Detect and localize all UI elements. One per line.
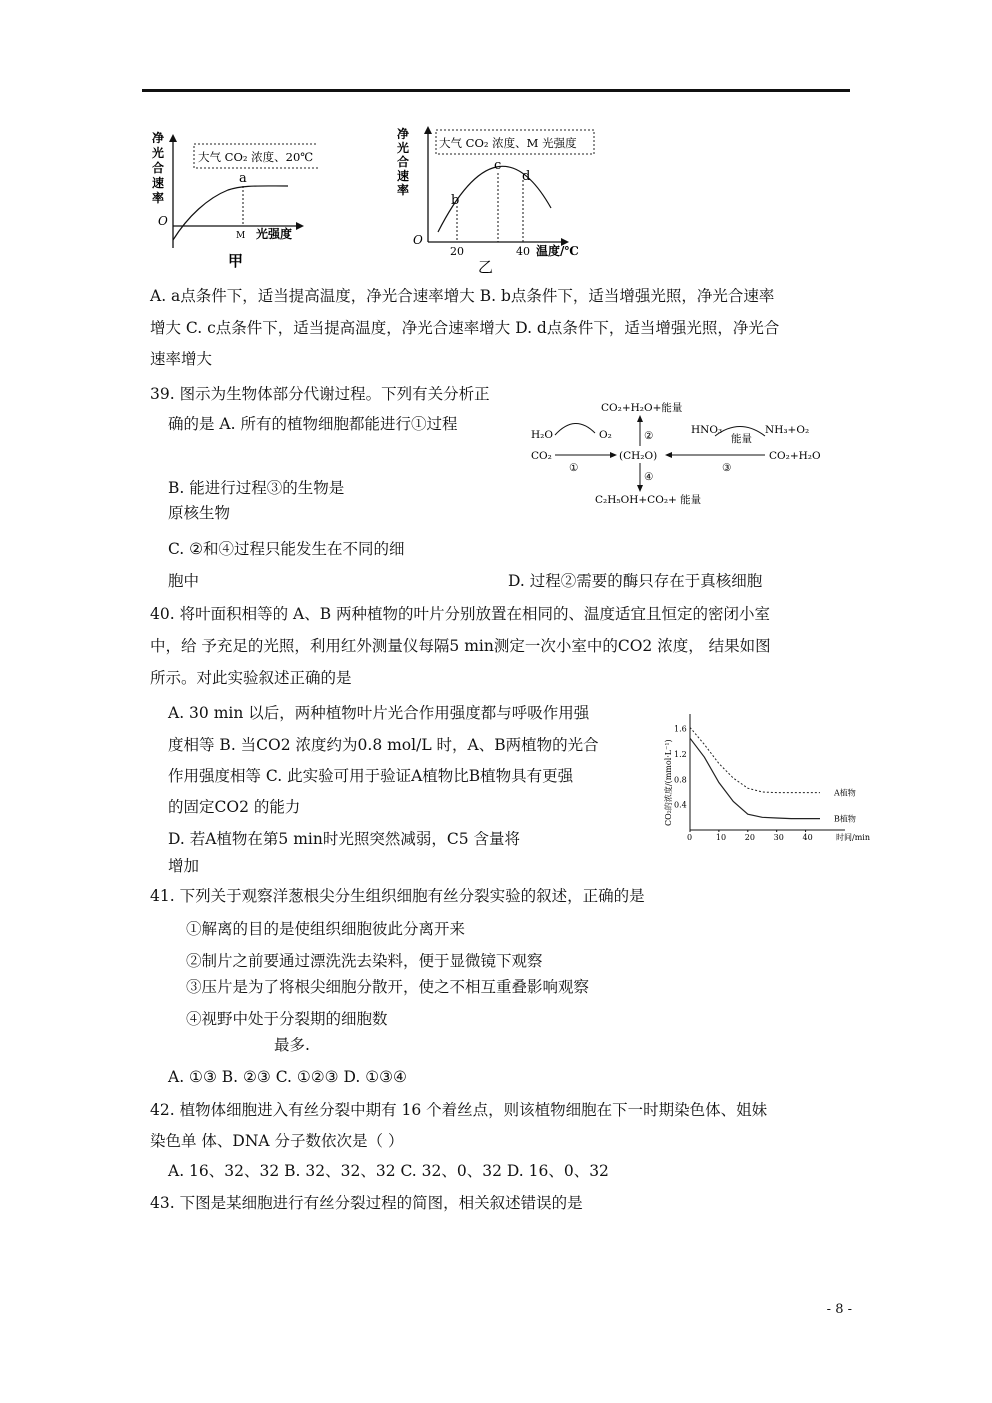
x-tick-label: 20 bbox=[744, 833, 755, 842]
q41-statement-4: ④视野中处于分裂期的细胞数 bbox=[186, 1010, 388, 1028]
yi-ylabel-5: 率 bbox=[397, 183, 410, 197]
jia-xlabel: 光强度 bbox=[256, 227, 293, 241]
yi-point-d: d bbox=[522, 169, 531, 184]
jia-ylabel-4: 速 bbox=[152, 176, 165, 190]
jia-y-arrow bbox=[169, 134, 177, 142]
diag-arrowhead-1 bbox=[610, 452, 617, 458]
q38-line-3: 速率增大 bbox=[150, 350, 213, 368]
yi-caption: 乙 bbox=[478, 258, 494, 276]
jia-m-label: M bbox=[236, 231, 246, 241]
page-number: - 8 - bbox=[826, 1302, 852, 1317]
yi-ylabel-1: 净 bbox=[397, 127, 410, 141]
q42-options: A. 16、32、32 B. 32、32、32 C. 32、0、32 D. 16、0、32 bbox=[168, 1162, 609, 1180]
series-b-line bbox=[690, 738, 820, 818]
jia-condition-text: 大气 CO₂ 浓度、20℃ bbox=[198, 150, 314, 164]
diag-co2: CO₂ bbox=[531, 450, 552, 462]
jia-ylabel-3: 合 bbox=[152, 161, 165, 175]
diag-n4: ④ bbox=[644, 471, 654, 483]
y-tick-label: 1.6 bbox=[674, 724, 687, 734]
yi-point-c: c bbox=[494, 158, 502, 173]
q40-option-a-3: 作用强度相等 C. 此实验可用于验证A植物比B植物具有更强 bbox=[168, 767, 574, 785]
diag-n2: ② bbox=[644, 430, 654, 442]
yi-condition-text: 大气 CO₂ 浓度、M 光强度 bbox=[439, 136, 577, 150]
q38-line-1: A. a点条件下，适当提高温度，净光合速率增大 B. b点条件下，适当增强光照，净光合速率 bbox=[150, 287, 775, 305]
yi-y-arrow bbox=[424, 126, 432, 134]
q39-option-c-1: C. ②和④过程只能发生在不同的细 bbox=[168, 540, 405, 558]
q40-option-d-1: D. 若A植物在第5 min时光照突然减弱，C5 含量将 bbox=[168, 830, 520, 848]
q39-option-d: D. 过程②需要的酶只存在于真核细胞 bbox=[508, 572, 763, 590]
diag-energy: 能量 bbox=[731, 433, 752, 445]
y-tick-label: 1.2 bbox=[674, 750, 687, 759]
jia-caption: 甲 bbox=[228, 252, 244, 270]
diag-top: CO₂+H₂O+能量 bbox=[601, 402, 683, 414]
q39-option-b-1: B. 能进行过程③的生物是 bbox=[168, 479, 345, 497]
yi-origin: O bbox=[413, 233, 423, 247]
q40-stem-3: 所示。对此实验叙述正确的是 bbox=[150, 669, 352, 687]
y-tick-label: 0.4 bbox=[674, 800, 687, 810]
diag-n3: ③ bbox=[722, 462, 732, 474]
q38-line-2: 增大 C. c点条件下，适当提高温度，净光合速率增大 D. d点条件下，适当增强光照，净光合 bbox=[150, 319, 780, 337]
x-tick-label: 10 bbox=[715, 833, 727, 842]
q42-stem-2: 染色单 体、DNA 分子数依次是（ ） bbox=[150, 1132, 404, 1150]
q40-option-a-2: 度相等 B. 当CO2 浓度约为0.8 mol/L 时，A、B两植物的光合 bbox=[168, 736, 599, 754]
diag-right: CO₂+H₂O bbox=[769, 450, 821, 462]
jia-ylabel-5: 率 bbox=[152, 191, 165, 205]
jia-ylabel-1: 净 bbox=[152, 131, 165, 145]
jia-origin: O bbox=[158, 214, 168, 228]
q39-stem-2: 确的是 A. 所有的植物细胞都能进行①过程 bbox=[168, 415, 458, 433]
q41-statement-2: ②制片之前要通过漂洗洗去染料，便于显微镜下观察 bbox=[186, 952, 543, 970]
diag-arrowhead-3 bbox=[665, 452, 672, 458]
chart-ylabel: CO₂的浓度/(mmol·L⁻¹) bbox=[664, 739, 673, 826]
metabolism-diagram bbox=[525, 395, 830, 513]
q43-stem: 43. 下图是某细胞进行有丝分裂过程的简图，相关叙述错误的是 bbox=[150, 1194, 583, 1212]
yi-ylabel-2: 光 bbox=[397, 141, 410, 155]
q39-option-c-2: 胞中 bbox=[168, 572, 200, 590]
x-tick-label: 0 bbox=[687, 833, 693, 842]
diag-n1: ① bbox=[569, 462, 579, 474]
q41-statement-1: ①解离的目的是使组织细胞彼此分离开来 bbox=[186, 920, 466, 938]
q40-option-d-2: 增加 bbox=[168, 857, 200, 875]
diag-hno3: HNO₃ bbox=[691, 424, 723, 436]
q41-options: A. ①③ B. ②③ C. ①②③ D. ①③④ bbox=[168, 1068, 407, 1086]
yi-ylabel-3: 合 bbox=[397, 155, 410, 169]
diag-nh3: NH₃+O₂ bbox=[765, 424, 810, 436]
q39-option-b-2: 原核生物 bbox=[168, 504, 231, 522]
yi-tick-40: 40 bbox=[516, 245, 530, 258]
q41-statement-4b: 最多. bbox=[274, 1036, 310, 1054]
diag-arc-1 bbox=[555, 423, 595, 435]
figure-jia bbox=[148, 128, 318, 273]
chart-xlabel: 时间/min bbox=[836, 833, 870, 842]
header-rule bbox=[142, 89, 850, 92]
figure-yi bbox=[393, 124, 603, 276]
yi-ylabel-4: 速 bbox=[397, 169, 410, 183]
diag-bottom: C₂H₅OH+CO₂+ 能量 bbox=[595, 494, 702, 506]
q40-option-a-4: 的固定CO2 的能力 bbox=[168, 798, 301, 816]
q39-stem-1: 39. 图示为生物体部分代谢过程。下列有关分析正 bbox=[150, 385, 490, 403]
series-a-line bbox=[690, 727, 820, 792]
q41-stem: 41. 下列关于观察洋葱根尖分生组织细胞有丝分裂实验的叙述，正确的是 bbox=[150, 887, 645, 905]
jia-ylabel-2: 光 bbox=[152, 146, 165, 160]
yi-point-b: b bbox=[451, 193, 460, 208]
series-b-label: B植物 bbox=[834, 814, 856, 824]
x-tick-label: 30 bbox=[773, 833, 784, 842]
x-tick-label: 40 bbox=[802, 833, 813, 842]
diag-arrowhead-4 bbox=[637, 485, 643, 492]
q42-stem-1: 42. 植物体细胞进入有丝分裂中期有 16 个着丝点，则该植物细胞在下一时期染色体、姐妹 bbox=[150, 1101, 768, 1119]
q40-stem-2: 中，给 予充足的光照，利用红外测量仪每隔5 min测定一次小室中的CO2 浓度， 结果如图 bbox=[150, 637, 771, 655]
yi-xlabel: 温度/℃ bbox=[536, 244, 579, 258]
y-tick-label: 0.8 bbox=[674, 775, 687, 785]
diag-o2: O₂ bbox=[599, 429, 612, 441]
q40-option-a-1: A. 30 min 以后，两种植物叶片光合作用强度都与呼吸作用强 bbox=[168, 704, 590, 722]
co2-chart bbox=[660, 708, 875, 848]
q40-stem-1: 40. 将叶面积相等的 A、B 两种植物的叶片分别放置在相同的、温度适宜且恒定的密闭小室 bbox=[150, 605, 771, 623]
jia-point-a: a bbox=[239, 171, 247, 186]
diag-h2o: H₂O bbox=[531, 429, 553, 441]
q41-statement-3: ③压片是为了将根尖细胞分散开，使之不相互重叠影响观察 bbox=[186, 978, 590, 996]
series-a-label: A植物 bbox=[834, 788, 856, 798]
jia-x-arrow bbox=[296, 222, 304, 230]
diag-arrowhead-2 bbox=[637, 415, 643, 422]
yi-tick-20: 20 bbox=[450, 245, 464, 258]
diag-center: (CH₂O) bbox=[619, 450, 658, 462]
